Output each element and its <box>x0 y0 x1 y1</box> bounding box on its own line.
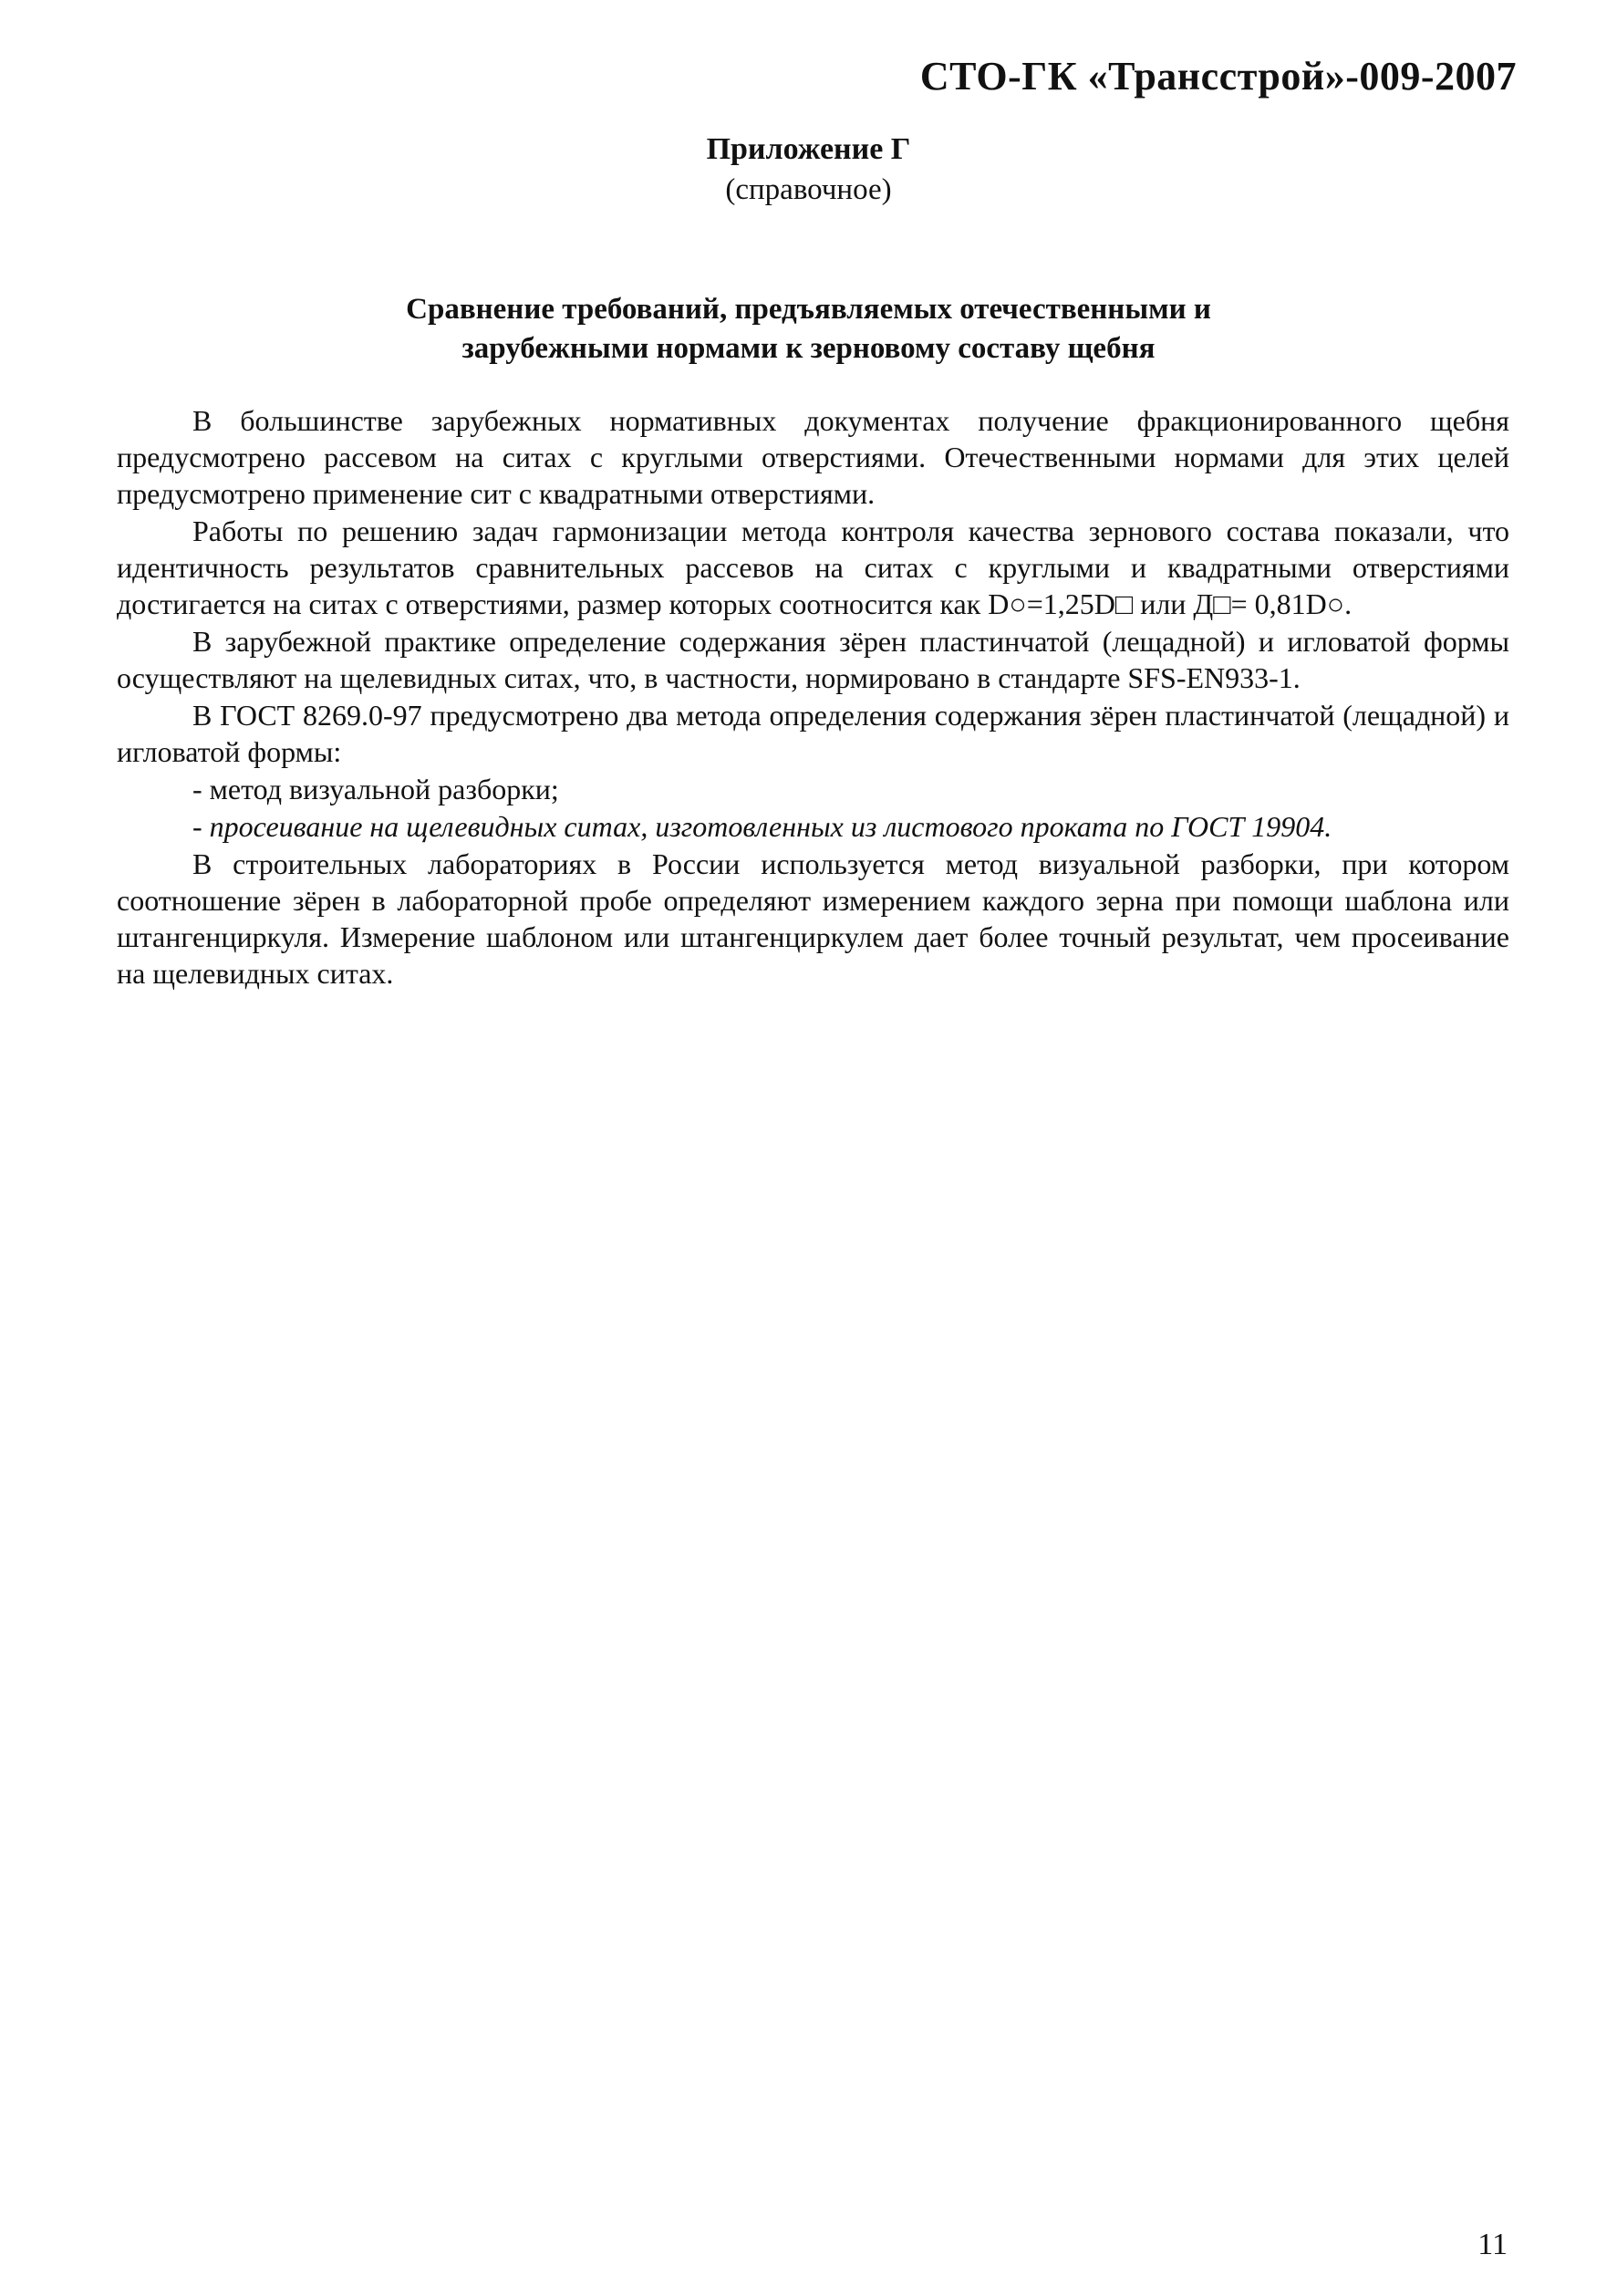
section-heading-line-1: Сравнение требований, предъявляемых отечественными и <box>406 293 1211 326</box>
page-number: 11 <box>1477 2228 1508 2261</box>
document-code-header: СТО-ГК «Трансстрой»-009-2007 <box>919 54 1517 99</box>
bullet-item-1: - метод визуальной разборки; <box>192 773 559 805</box>
body-text <box>117 402 1509 992</box>
section-heading-line-2: зарубежными нормами к зерновому составу щебня <box>461 332 1156 365</box>
section-heading <box>0 290 1617 369</box>
bullet-item-2: - просеивание на щелевидных ситах, изготовленных из листового проката по ГОСТ 19904. <box>192 810 1332 843</box>
appendix-title: Приложение Г <box>706 132 911 166</box>
appendix-subtitle: (справочное) <box>725 173 892 206</box>
paragraph-4: В ГОСТ 8269.0-97 предусмотрено два метода определения содержания зёрен пластинчатой (лещадной) и игловатой формы: <box>117 699 1509 768</box>
paragraph-2: Работы по решению задач гармонизации метода контроля качества зернового состава показали, что идентичность результатов сравнительных рассевов на ситах с круглыми и квадратными отверстиями достигается на ситах с отверстиями, размер которых соотносится как D○=1,25D□ или Д□= 0,81D○. <box>117 514 1509 620</box>
paragraph-3: В зарубежной практике определение содержания зёрен пластинчатой (лещадной) и игловатой формы осуществляют на щелевидных ситах, что, в частности, нормировано в стандарте SFS-EN933-1. <box>117 625 1509 694</box>
paragraph-5: В строительных лабораториях в России используется метод визуальной разборки, при котором соотношение зёрен в лабораторной пробе определяют измерением каждого зерна при помощи шаблона или штангенциркуля. Измерение шаблоном или штангенциркулем дает более точный результат, чем просеивание на щелевидных ситах. <box>117 847 1509 990</box>
paragraph-1: В большинстве зарубежных нормативных документах получение фракционированного щебня предусмотрено рассевом на ситах с круглыми отверстиями. Отечественными нормами для этих целей предусмотрено применение сит с квадратными отверстиями. <box>117 404 1509 510</box>
